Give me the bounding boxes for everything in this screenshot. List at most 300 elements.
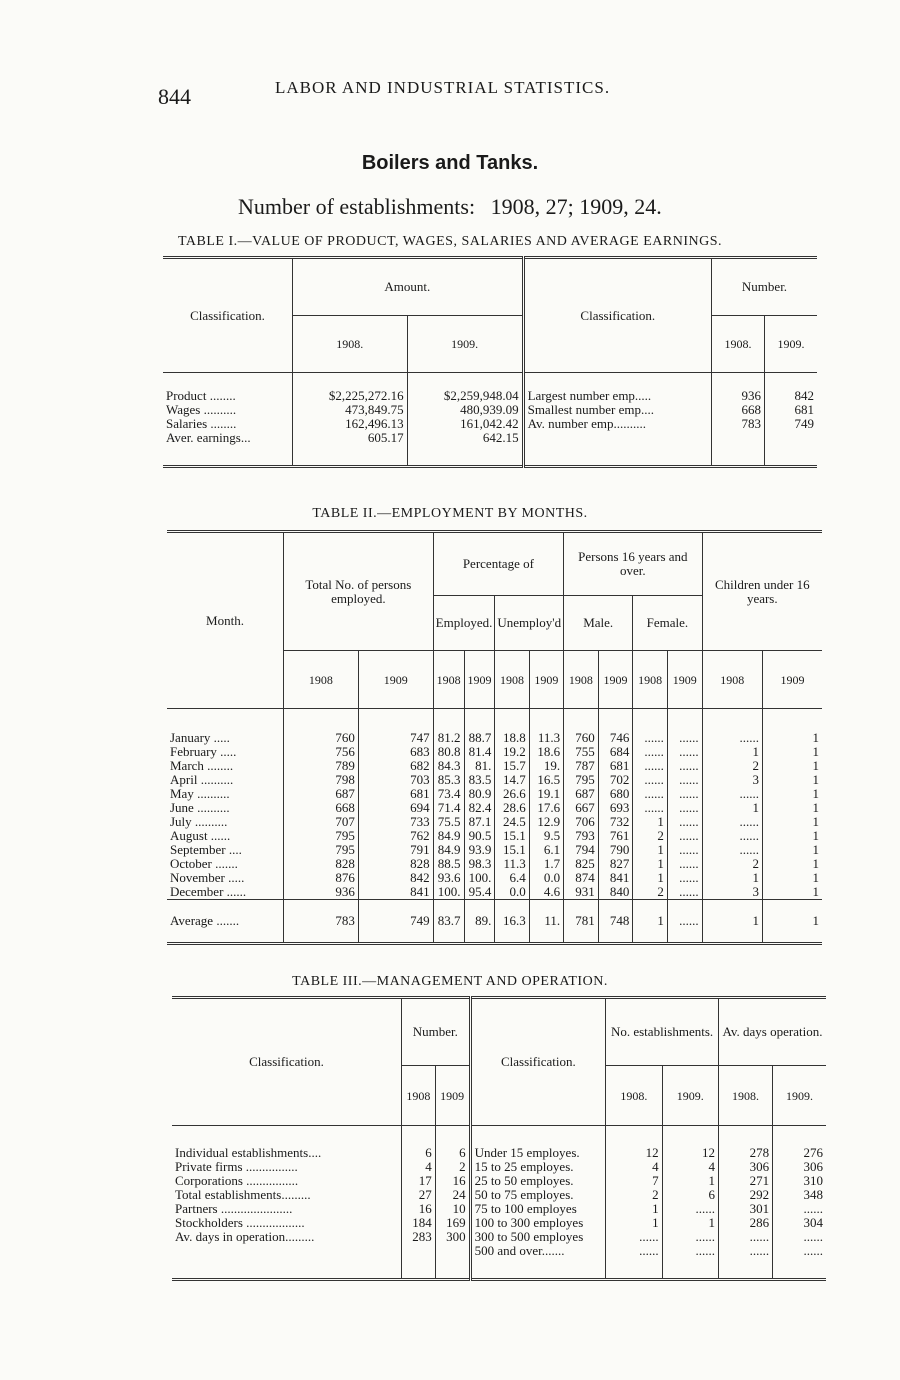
t2-cell: 19.2 [495,745,529,759]
t2-cell: 703 [358,773,433,787]
t2-cell: ...... [702,815,762,829]
t2-cell: 82.4 [464,801,495,815]
table-row [167,871,822,885]
t3-days-1908: ...... [718,1230,772,1244]
t3-num-1908 [402,1244,436,1280]
t2-cell: ...... [667,843,702,857]
t2-cell: 761 [598,829,633,843]
t2-month: November ..... [170,870,245,885]
t2-month: July .......... [170,814,228,829]
t2-cell: ...... [667,857,702,871]
t3-size-class: 75 to 100 employes [470,1202,606,1216]
t2-cell: 1 [763,759,823,773]
t1-amt-1908: 605.17 [293,431,408,467]
t2-average-cell: 89. [464,900,495,944]
t1-h-num-1908: 1908. [712,316,765,373]
t3-days-1909: ...... [773,1244,826,1280]
t2-cell: 84.9 [433,829,464,843]
table-row [172,1216,826,1230]
t2-cell: 18.6 [529,745,563,759]
t1-h-amt-1908: 1908. [293,316,408,373]
establishments-line [238,194,662,220]
t2-cell: 684 [598,745,633,759]
t2-cell: 81.4 [464,745,495,759]
t1-h-num-1909: 1909. [765,316,818,373]
t3-size-class: 50 to 75 employes. [470,1188,606,1202]
t3-h-num-1909: 1909 [435,1066,470,1126]
t2-cell: 1 [763,745,823,759]
t2-cell: 11.3 [495,857,529,871]
t2-cell: 798 [284,773,359,787]
t2-cell: 73.4 [433,787,464,801]
t2-cell: 1 [763,801,823,815]
t2-cell: 874 [564,871,599,885]
t2-cell: 794 [564,843,599,857]
t3-days-1909: ...... [773,1230,826,1244]
t2-cell: 100. [433,885,464,900]
t3-num-1909: 169 [435,1216,470,1230]
t1-h-number: Number. [712,258,818,316]
t2-cell: 9.5 [529,829,563,843]
t3-label: Av. days in operation......... [175,1229,315,1244]
t3-days-1908: 278 [718,1126,772,1161]
t3-days-1909: 310 [773,1174,826,1188]
t3-num-1909: 24 [435,1188,470,1202]
establishments-value: 1908, 27; 1909, 24. [490,194,662,219]
t2-average-cell: 783 [284,900,359,944]
t1-h-amt-1909: 1909. [407,316,523,373]
t3-size-class: 300 to 500 employes [470,1230,606,1244]
t2-cell: 88.7 [464,709,495,746]
t2-cell: 828 [358,857,433,871]
t3-label: Stockholders .................. [175,1215,305,1230]
t2-cell: 93.6 [433,871,464,885]
t1-num-1908: 783 [712,417,765,431]
t3-size-class: 15 to 25 employes. [470,1160,606,1174]
t3-est-1909: 12 [662,1126,718,1161]
t2-cell: 12.9 [529,815,563,829]
t2-average-cell: 16.3 [495,900,529,944]
t2-cell: 702 [598,773,633,787]
t3-num-1909: 2 [435,1160,470,1174]
t3-est-1909: ...... [662,1244,718,1280]
t2-cell: 760 [564,709,599,746]
t2-h-year-1908: 1908 [564,651,599,709]
t2-cell: 1 [633,857,668,871]
t2-cell: 0.0 [495,885,529,900]
t2-cell: 3 [702,885,762,900]
t2-h-persons16: Persons 16 years and over. [564,532,702,596]
t2-cell: 17.6 [529,801,563,815]
t2-h-year-1908: 1908 [495,651,529,709]
table1-caption: TABLE I.—VALUE OF PRODUCT, WAGES, SALARIES AND AVERAGE EARNINGS. [178,234,722,249]
t3-h-est-1908: 1908. [606,1066,662,1126]
t1-num-1909 [765,431,818,467]
t2-cell: ...... [702,843,762,857]
t2-cell: 1 [633,843,668,857]
t2-cell: 1 [702,871,762,885]
table-row [167,829,822,843]
t2-month: January ..... [170,730,230,745]
t2-h-employed: Employed. [433,596,495,651]
table3 [172,996,826,1281]
t2-cell: ...... [667,815,702,829]
t2-cell: ...... [633,801,668,815]
t2-cell: 80.8 [433,745,464,759]
t1-amt-1908: $2,225,272.16 [293,373,408,404]
t2-cell: 693 [598,801,633,815]
t3-est-1909: 4 [662,1160,718,1174]
t2-cell: 1 [763,709,823,746]
t3-label: Private firms ................ [175,1159,298,1174]
t2-cell: 733 [358,815,433,829]
table3-caption: TABLE III.—MANAGEMENT AND OPERATION. [292,974,608,989]
t3-label: Partners ...................... [175,1201,293,1216]
t3-est-1909: 1 [662,1174,718,1188]
t2-month: December ...... [170,884,247,899]
t2-month: October ....... [170,856,238,871]
t2-average-cell: 1 [763,900,823,944]
t1-label: Wages .......... [166,402,237,417]
t2-cell: 842 [358,871,433,885]
t2-cell: 2 [702,857,762,871]
t2-cell: ...... [667,885,702,900]
t1-label: Salaries ........ [166,416,237,431]
t2-cell: 84.3 [433,759,464,773]
t2-cell: 760 [284,709,359,746]
t3-days-1908: 292 [718,1188,772,1202]
t2-h-male: Male. [564,596,633,651]
t2-cell: 81.2 [433,709,464,746]
table-row [167,857,822,871]
t2-month: February ..... [170,744,237,759]
t3-num-1908: 27 [402,1188,436,1202]
t1-amt-1909: 642.15 [407,431,523,467]
t3-est-1908: 2 [606,1188,662,1202]
t2-h-month: Month. [167,532,284,709]
t3-days-1908: 286 [718,1216,772,1230]
t2-h-year-1909: 1909 [464,651,495,709]
t2-cell: 793 [564,829,599,843]
t3-h-estab: No. establishments. [606,998,719,1066]
t3-est-1908: 12 [606,1126,662,1161]
t2-h-year-1909: 1909 [598,651,633,709]
t2-month: June .......... [170,800,230,815]
t2-cell: ...... [667,773,702,787]
t3-days-1909: 304 [773,1216,826,1230]
table-row [172,1174,826,1188]
t2-cell: ...... [702,709,762,746]
t1-right-label: Largest number emp..... [523,373,711,404]
t2-cell: 19. [529,759,563,773]
t2-cell: 790 [598,843,633,857]
t3-est-1908: ...... [606,1244,662,1280]
t3-est-1908: 4 [606,1160,662,1174]
t3-label [172,1244,402,1280]
t2-cell: ...... [633,745,668,759]
page-title: Boilers and Tanks. [361,152,539,174]
t1-right-label [523,431,711,467]
t2-cell: 755 [564,745,599,759]
t2-cell: 1 [763,871,823,885]
t2-cell: 2 [633,885,668,900]
t2-h-year-1909: 1909 [763,651,823,709]
t2-cell: 1 [633,815,668,829]
t2-cell: 26.6 [495,787,529,801]
t2-cell: 876 [284,871,359,885]
t1-num-1909: 749 [765,417,818,431]
t2-h-year-1908: 1908 [633,651,668,709]
t2-h-total: Total No. of persons employed. [284,532,434,651]
t2-cell: 93.9 [464,843,495,857]
t3-num-1909: 300 [435,1230,470,1244]
table-row [167,709,822,746]
t2-cell: 795 [284,843,359,857]
t2-average-cell: 749 [358,900,433,944]
t2-h-percentage: Percentage of [433,532,563,596]
t2-average-label: Average ....... [167,900,284,944]
t3-est-1909: 1 [662,1216,718,1230]
table-row [163,403,817,417]
t2-cell: 762 [358,829,433,843]
t2-cell: 795 [284,829,359,843]
t2-cell: 1 [633,871,668,885]
table-row [163,417,817,431]
t3-num-1909: 10 [435,1202,470,1216]
t3-size-class: 500 and over....... [470,1244,606,1280]
t2-cell: 11.3 [529,709,563,746]
t2-h-year-1908: 1908 [433,651,464,709]
t2-cell: 95.4 [464,885,495,900]
t2-cell: 28.6 [495,801,529,815]
t3-est-1908: 1 [606,1216,662,1230]
t2-cell: ...... [667,829,702,843]
t2-cell: ...... [633,773,668,787]
t1-num-1908: 668 [712,403,765,417]
t2-h-unemployed: Unemploy'd [495,596,564,651]
table-row [167,759,822,773]
t2-h-year-1909: 1909 [667,651,702,709]
t2-cell: 1 [763,815,823,829]
table-row [167,885,822,900]
t3-h-classification: Classification. [172,998,402,1126]
t2-cell: 87.1 [464,815,495,829]
t3-label: Corporations ................ [175,1173,299,1188]
t1-num-1908: 936 [712,373,765,404]
t2-cell: 1 [702,801,762,815]
t2-cell: ...... [702,787,762,801]
t2-cell: 19.1 [529,787,563,801]
t2-cell: 2 [702,759,762,773]
t2-cell: 90.5 [464,829,495,843]
table-row [167,787,822,801]
t3-h-number: Number. [402,998,471,1066]
t2-h-year-1909: 1909 [529,651,563,709]
table-row [167,815,822,829]
t2-month: August ...... [170,828,231,843]
t2-month: May .......... [170,786,230,801]
t2-cell: 936 [284,885,359,900]
t2-cell: 682 [358,759,433,773]
table2-caption: TABLE II.—EMPLOYMENT BY MONTHS. [312,506,588,521]
t3-num-1909: 6 [435,1126,470,1161]
t1-label: Product ........ [166,388,236,403]
t2-cell: 1 [763,829,823,843]
t3-label: Total establishments......... [175,1187,311,1202]
t3-est-1909: ...... [662,1202,718,1216]
t2-cell: 667 [564,801,599,815]
t2-cell: 1 [702,745,762,759]
t1-right-label: Av. number emp.......... [523,417,711,431]
t2-cell: 1 [763,885,823,900]
t2-cell: ...... [633,759,668,773]
t2-cell: 1 [763,787,823,801]
t1-num-1908 [712,431,765,467]
t2-cell: 840 [598,885,633,900]
t2-cell: 1 [763,857,823,871]
t2-cell: ...... [667,787,702,801]
t2-cell: 84.9 [433,843,464,857]
t2-h-year-1909: 1909 [358,651,433,709]
t2-cell: 2 [633,829,668,843]
t3-num-1908: 16 [402,1202,436,1216]
t2-cell: 85.3 [433,773,464,787]
t2-month: September .... [170,842,242,857]
t2-cell: 825 [564,857,599,871]
t2-cell: 787 [564,759,599,773]
page-number: 844 [158,84,191,109]
t3-days-1908: 271 [718,1174,772,1188]
t2-average-cell: 1 [633,900,668,944]
t3-days-1908: 306 [718,1160,772,1174]
t2-cell: 24.5 [495,815,529,829]
t2-cell: 694 [358,801,433,815]
t2-cell: ...... [633,787,668,801]
t2-cell: 15.1 [495,829,529,843]
t2-cell: ...... [702,829,762,843]
t2-cell: 14.7 [495,773,529,787]
t2-cell: ...... [633,709,668,746]
t3-num-1908: 283 [402,1230,436,1244]
t2-month: April .......... [170,772,234,787]
t3-h-days: Av. days operation. [718,998,826,1066]
t1-right-label: Smallest number emp.... [523,403,711,417]
table-row [172,1188,826,1202]
t2-average-cell: 748 [598,900,633,944]
t2-h-children: Children under 16 years. [702,532,822,651]
t1-h-classification-right: Classification. [523,258,711,373]
t3-size-class: 25 to 50 employes. [470,1174,606,1188]
t2-cell: 683 [358,745,433,759]
table-row [163,431,817,467]
table-row [167,843,822,857]
t2-cell: 15.7 [495,759,529,773]
t2-cell: 681 [358,787,433,801]
t1-amt-1909: 480,939.09 [407,403,523,417]
t2-cell: 100. [464,871,495,885]
t3-days-1909: ...... [773,1202,826,1216]
t3-num-1908: 4 [402,1160,436,1174]
t1-amt-1908: 162,496.13 [293,417,408,431]
t3-est-1909: 6 [662,1188,718,1202]
table-row [163,373,817,404]
t2-cell: 6.1 [529,843,563,857]
t2-cell: 18.8 [495,709,529,746]
t2-cell: 687 [284,787,359,801]
t3-days-1909: 306 [773,1160,826,1174]
running-head: LABOR AND INDUSTRIAL STATISTICS. [275,78,611,97]
t3-h-est-1909: 1909. [662,1066,718,1126]
t2-cell: 687 [564,787,599,801]
t1-amt-1909: 161,042.42 [407,417,523,431]
average-row [167,900,822,944]
t2-average-cell: 83.7 [433,900,464,944]
t2-cell: 81. [464,759,495,773]
t3-est-1908: ...... [606,1230,662,1244]
t1-amt-1909: $2,259,948.04 [407,373,523,404]
t3-num-1908: 184 [402,1216,436,1230]
t2-cell: 791 [358,843,433,857]
t3-days-1909: 348 [773,1188,826,1202]
t3-days-1908: ...... [718,1244,772,1280]
t2-cell: ...... [667,709,702,746]
t2-cell: 1.7 [529,857,563,871]
t2-cell: 4.6 [529,885,563,900]
t2-cell: 827 [598,857,633,871]
t2-cell: 1 [763,773,823,787]
table-row [167,773,822,787]
t2-cell: ...... [667,871,702,885]
t2-h-year-1908: 1908 [702,651,762,709]
t1-label: Aver. earnings... [166,430,251,445]
t3-days-1909: 276 [773,1126,826,1161]
t2-h-female: Female. [633,596,702,651]
t2-cell: 931 [564,885,599,900]
t2-cell: 707 [284,815,359,829]
table1 [163,256,817,468]
t2-cell: 681 [598,759,633,773]
t2-cell: 789 [284,759,359,773]
t2-cell: 75.5 [433,815,464,829]
table-row [167,801,822,815]
table-row [172,1244,826,1280]
t2-cell: 841 [598,871,633,885]
t2-cell: 668 [284,801,359,815]
t3-num-1908: 6 [402,1126,436,1161]
t3-est-1908: 1 [606,1202,662,1216]
t2-cell: 756 [284,745,359,759]
t2-h-year-1908: 1908 [284,651,359,709]
t2-cell: 83.5 [464,773,495,787]
t1-amt-1908: 473,849.75 [293,403,408,417]
table-row [172,1202,826,1216]
t2-cell: 0.0 [529,871,563,885]
t2-cell: 6.4 [495,871,529,885]
t1-h-classification: Classification. [163,258,293,373]
table2 [167,530,822,945]
table-row [172,1230,826,1244]
t3-num-1908: 17 [402,1174,436,1188]
t3-days-1908: 301 [718,1202,772,1216]
t2-average-cell: 1 [702,900,762,944]
t2-cell: 16.5 [529,773,563,787]
t3-est-1909: ...... [662,1230,718,1244]
t2-cell: 1 [763,843,823,857]
t3-label: Individual establishments.... [175,1145,322,1160]
t1-h-amount: Amount. [293,258,524,316]
t3-num-1909 [435,1244,470,1280]
t3-est-1908: 7 [606,1174,662,1188]
